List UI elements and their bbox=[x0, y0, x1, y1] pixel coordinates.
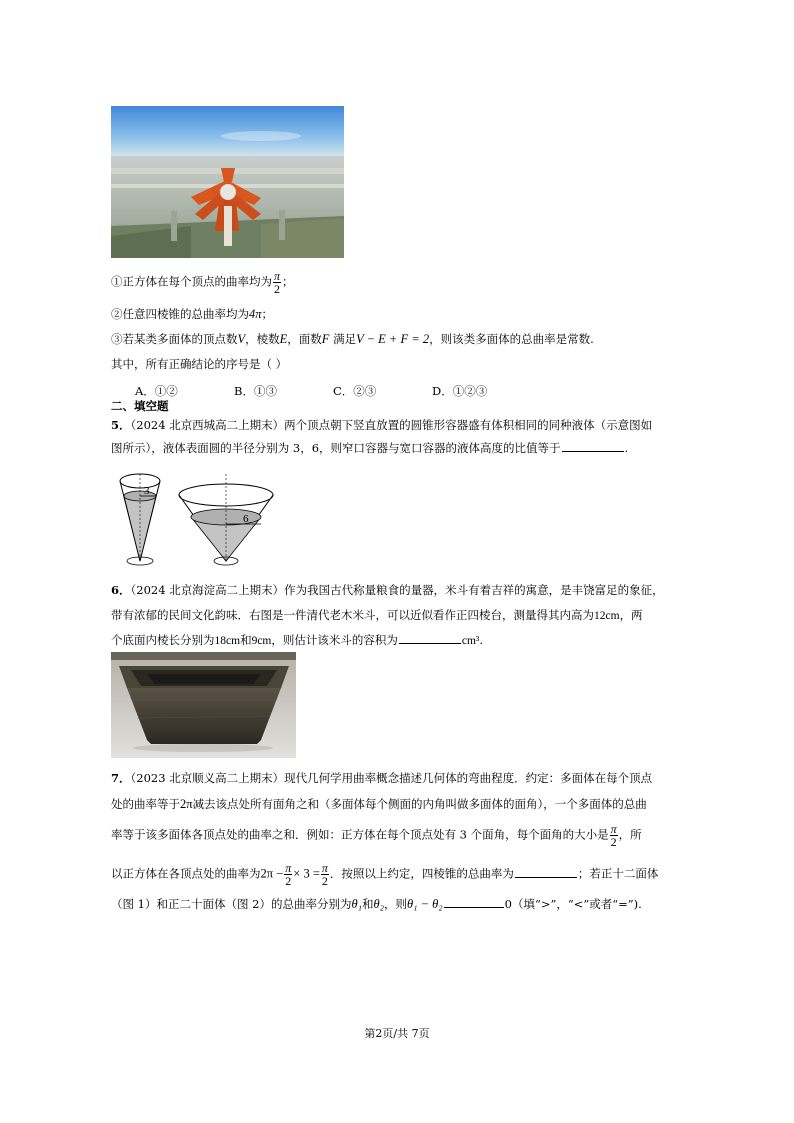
section-title-text: 二、填空题 bbox=[111, 399, 169, 413]
q7-text-5a: （图 1）和正二十面体（图 2）的总曲率分别为 bbox=[111, 897, 352, 911]
fraction-pi-over-2 bbox=[321, 862, 329, 887]
q7-line-3 bbox=[111, 823, 642, 848]
frac-den: 2 bbox=[610, 835, 617, 849]
q6-text-1: （2024 北京海淀高二上期末）作为我国古代称量粮食的量器，米斗有着吉祥的寓意，是丰饶富足的象征， bbox=[130, 583, 664, 597]
fraction-pi-over-2 bbox=[610, 823, 618, 848]
q7-text-4a: 以正方体在各顶点处的曲率为 bbox=[111, 866, 261, 881]
option-d: D．①②③ bbox=[432, 384, 488, 398]
option-a: A．①② bbox=[135, 384, 178, 398]
math-times-3: × 3 = bbox=[293, 866, 320, 881]
math-euler: V − E + F = 2 bbox=[356, 332, 430, 346]
statement-1-end: ； bbox=[282, 274, 294, 289]
q6-text-2b: ，两 bbox=[619, 608, 643, 622]
math-4pi: 4π bbox=[249, 307, 262, 321]
q6-line-2 bbox=[111, 607, 643, 624]
q7-text-2a: 处的曲率等于 bbox=[111, 797, 180, 811]
math-V: V bbox=[237, 332, 246, 346]
q6-edge-1: 18cm bbox=[214, 635, 241, 647]
small-radius-label: 3 bbox=[144, 485, 150, 497]
q7-text-4b: ．按照以上约定，四棱锥的总曲率为 bbox=[329, 866, 514, 881]
q6-end: . bbox=[479, 633, 484, 647]
q7-answer-blank-2[interactable] bbox=[444, 896, 504, 908]
fraction-pi-over-2 bbox=[284, 862, 292, 887]
fraction-pi-over-2 bbox=[273, 270, 281, 295]
airport-photo bbox=[111, 106, 344, 258]
q5-line-1 bbox=[111, 417, 652, 433]
math-theta-diff: θ₁ − θ₂ bbox=[406, 897, 443, 911]
question-line: 其中，所有正确结论的序号是（ ） bbox=[111, 357, 288, 371]
frac-num: π bbox=[274, 269, 281, 283]
q6-line-1 bbox=[111, 582, 664, 598]
q5-answer-blank[interactable] bbox=[562, 440, 624, 452]
math-theta-2: θ₂ bbox=[373, 897, 384, 911]
q7-line-4 bbox=[111, 862, 658, 887]
q6-text-2a: 带有浓郁的民间文化韵味．右图是一件清代老木米斗，可以近似看作正四棱台，测量得其内高为 bbox=[111, 608, 594, 622]
q7-text-4c: ；若正十二面体 bbox=[577, 866, 659, 881]
q5-text-1: （2024 北京西城高二上期末）两个顶点朝下竖直放置的圆锥形容器盛有体积相同的同种液体（示意图如 bbox=[130, 418, 653, 432]
frac-den: 2 bbox=[321, 874, 328, 888]
math-E: E bbox=[279, 332, 288, 346]
q6-line-3 bbox=[111, 632, 483, 649]
q7-line-1 bbox=[111, 770, 652, 786]
q7-line-2 bbox=[111, 796, 647, 812]
q6-text-3b: ，则估计该米斗的容积为 bbox=[271, 633, 398, 647]
frac-num: π bbox=[610, 822, 617, 836]
q6-unit: cm³ bbox=[461, 635, 480, 647]
statement-3-text-b: ，棱数 bbox=[245, 332, 280, 346]
q7-text-3a: 率等于该多面体各顶点处的曲率之和．例如：正方体在每个顶点处有 3 个面角，每个面角的大小是 bbox=[111, 827, 609, 842]
q7-text-5b: ，则 bbox=[383, 897, 407, 911]
statement-1 bbox=[111, 270, 294, 295]
q7-number: 7． bbox=[111, 771, 131, 785]
math-F: F bbox=[321, 332, 330, 346]
statement-2-text: ②任意四棱锥的总曲率均为 bbox=[111, 307, 249, 321]
frac-den: 2 bbox=[274, 282, 280, 296]
q5-text-2: 图所示），液体表面圆的半径分别为 3，6，则窄口容器与宽口容器的液体高度的比值等于 bbox=[111, 441, 561, 455]
q6-height: 12cm bbox=[594, 610, 620, 622]
statement-3-text-d: 满足 bbox=[329, 332, 357, 346]
q7-text-1: （2023 北京顺义高二上期末）现代几何学用曲率概念描述几何体的弯曲程度．约定：多面体在每个顶点 bbox=[130, 771, 653, 785]
frac-num: π bbox=[285, 861, 292, 875]
option-b: B．①③ bbox=[234, 384, 277, 398]
statement-2-end: ； bbox=[261, 307, 274, 321]
page-footer: 第2页/共 7页 bbox=[364, 1027, 430, 1040]
q7-text-3b: ，所 bbox=[618, 827, 642, 842]
q6-number: 6． bbox=[111, 583, 131, 597]
q7-line-5 bbox=[111, 896, 642, 912]
statement-1-text: ①正方体在每个顶点的曲率均为 bbox=[111, 274, 272, 289]
statement-2 bbox=[111, 306, 273, 322]
statement-3 bbox=[111, 331, 594, 347]
math-2pi-minus: 2π − bbox=[260, 866, 284, 881]
q6-text-3a: 个底面内棱长分别为 bbox=[111, 633, 215, 647]
q7-text-5c: 0（填“>”，“<”或者“=”). bbox=[504, 897, 642, 911]
q6-and: 和 bbox=[240, 633, 252, 647]
statement-3-text-a: ③若某类多面体的顶点数 bbox=[111, 332, 238, 346]
q7-text-2b: 减去该点处所有面角之和（多面体每个侧面的内角叫做多面体的面角），一个多面体的总曲 bbox=[192, 797, 647, 811]
frac-num: π bbox=[321, 861, 328, 875]
option-c: C．②③ bbox=[333, 384, 377, 398]
math-theta-1: θ₁ bbox=[351, 897, 362, 911]
math-2pi: 2π bbox=[180, 797, 193, 811]
big-radius-label: 6 bbox=[243, 513, 249, 525]
statement-3-text-c: ，面数 bbox=[287, 332, 322, 346]
q6-answer-blank[interactable] bbox=[399, 632, 461, 644]
frac-den: 2 bbox=[285, 874, 292, 888]
q7-and: 和 bbox=[361, 897, 374, 911]
rice-measure-photo bbox=[111, 652, 296, 758]
statement-3-text-e: ，则该类多面体的总曲率是常数. bbox=[429, 332, 594, 346]
q6-edge-2: 9cm bbox=[251, 635, 272, 647]
q5-number: 5． bbox=[111, 418, 131, 432]
q7-answer-blank-1[interactable] bbox=[515, 866, 577, 878]
cone-diagram bbox=[111, 470, 281, 570]
q5-end: . bbox=[624, 441, 629, 455]
section-title bbox=[111, 398, 169, 414]
q5-line-2 bbox=[111, 440, 628, 456]
